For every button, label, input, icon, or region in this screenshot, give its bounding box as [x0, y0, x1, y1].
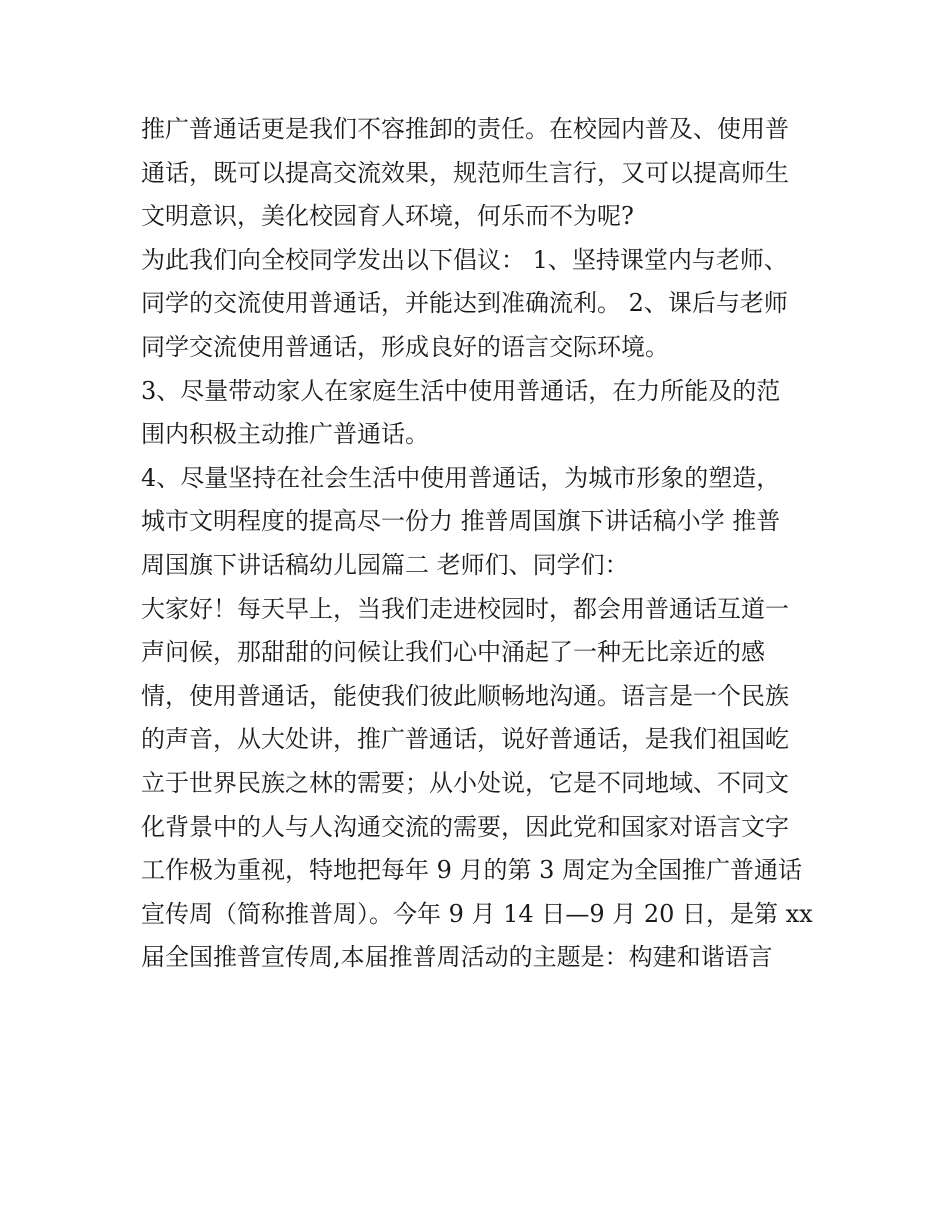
text-line-1: 推广普通话更是我们不容推卸的责任。在校园内普及、使用普 — [141, 115, 789, 143]
text-line-6: 同学交流使用普通话，形成良好的语言交际环境。 — [141, 332, 669, 361]
text-line-20: 届全国推普宣传周,本届推普周活动的主题是：构建和谐语言 — [141, 943, 773, 972]
text-line-8: 围内积极主动推广普通话。 — [141, 420, 429, 449]
text-line-16: 立于世界民族之林的需要；从小处说，它是不同地域、不同文 — [141, 768, 789, 797]
text-line-11: 周国旗下讲话稿幼儿园篇二 老师们、同学们： — [141, 550, 629, 579]
text-line-14: 情，使用普通话，能使我们彼此顺畅地沟通。语言是一个民族 — [141, 681, 789, 710]
text-line-4: 为此我们向全校同学发出以下倡议： 1、坚持课堂内与老师、 — [141, 245, 788, 274]
text-line-10: 城市文明程度的提高尽一份力 推普周国旗下讲话稿小学 推普 — [141, 507, 781, 536]
text-line-3: 文明意识，美化校园育人环境，何乐而不为呢? — [141, 202, 634, 231]
text-line-7: 3、尽量带动家人在家庭生活中使用普通话，在力所能及的范 — [141, 376, 781, 405]
text-line-9: 4、尽量坚持在社会生活中使用普通话，为城市形象的塑造， — [141, 463, 781, 492]
text-line-5: 同学的交流使用普通话，并能达到准确流利。 2、课后与老师 — [141, 289, 788, 318]
text-line-17: 化背景中的人与人沟通交流的需要，因此党和国家对语言文字 — [141, 812, 789, 841]
text-line-15: 的声音，从大处讲，推广普通话，说好普通话，是我们祖国屹 — [141, 725, 789, 754]
document-body — [141, 108, 821, 980]
text-line-12: 大家好！每天早上，当我们走进校园时，都会用普通话互道一 — [141, 594, 789, 623]
text-line-18: 工作极为重视，特地把每年 9 月的第 3 周定为全国推广普通话 — [141, 856, 803, 885]
text-line-19: 宣传周（简称推普周）。今年 9 月 14 日—9 月 20 日，是第 xx — [141, 899, 813, 928]
text-line-13: 声问候，那甜甜的问候让我们心中涌起了一种无比亲近的感 — [141, 638, 765, 667]
text-line-2: 通话，既可以提高交流效果，规范师生言行，又可以提高师生 — [141, 158, 789, 187]
